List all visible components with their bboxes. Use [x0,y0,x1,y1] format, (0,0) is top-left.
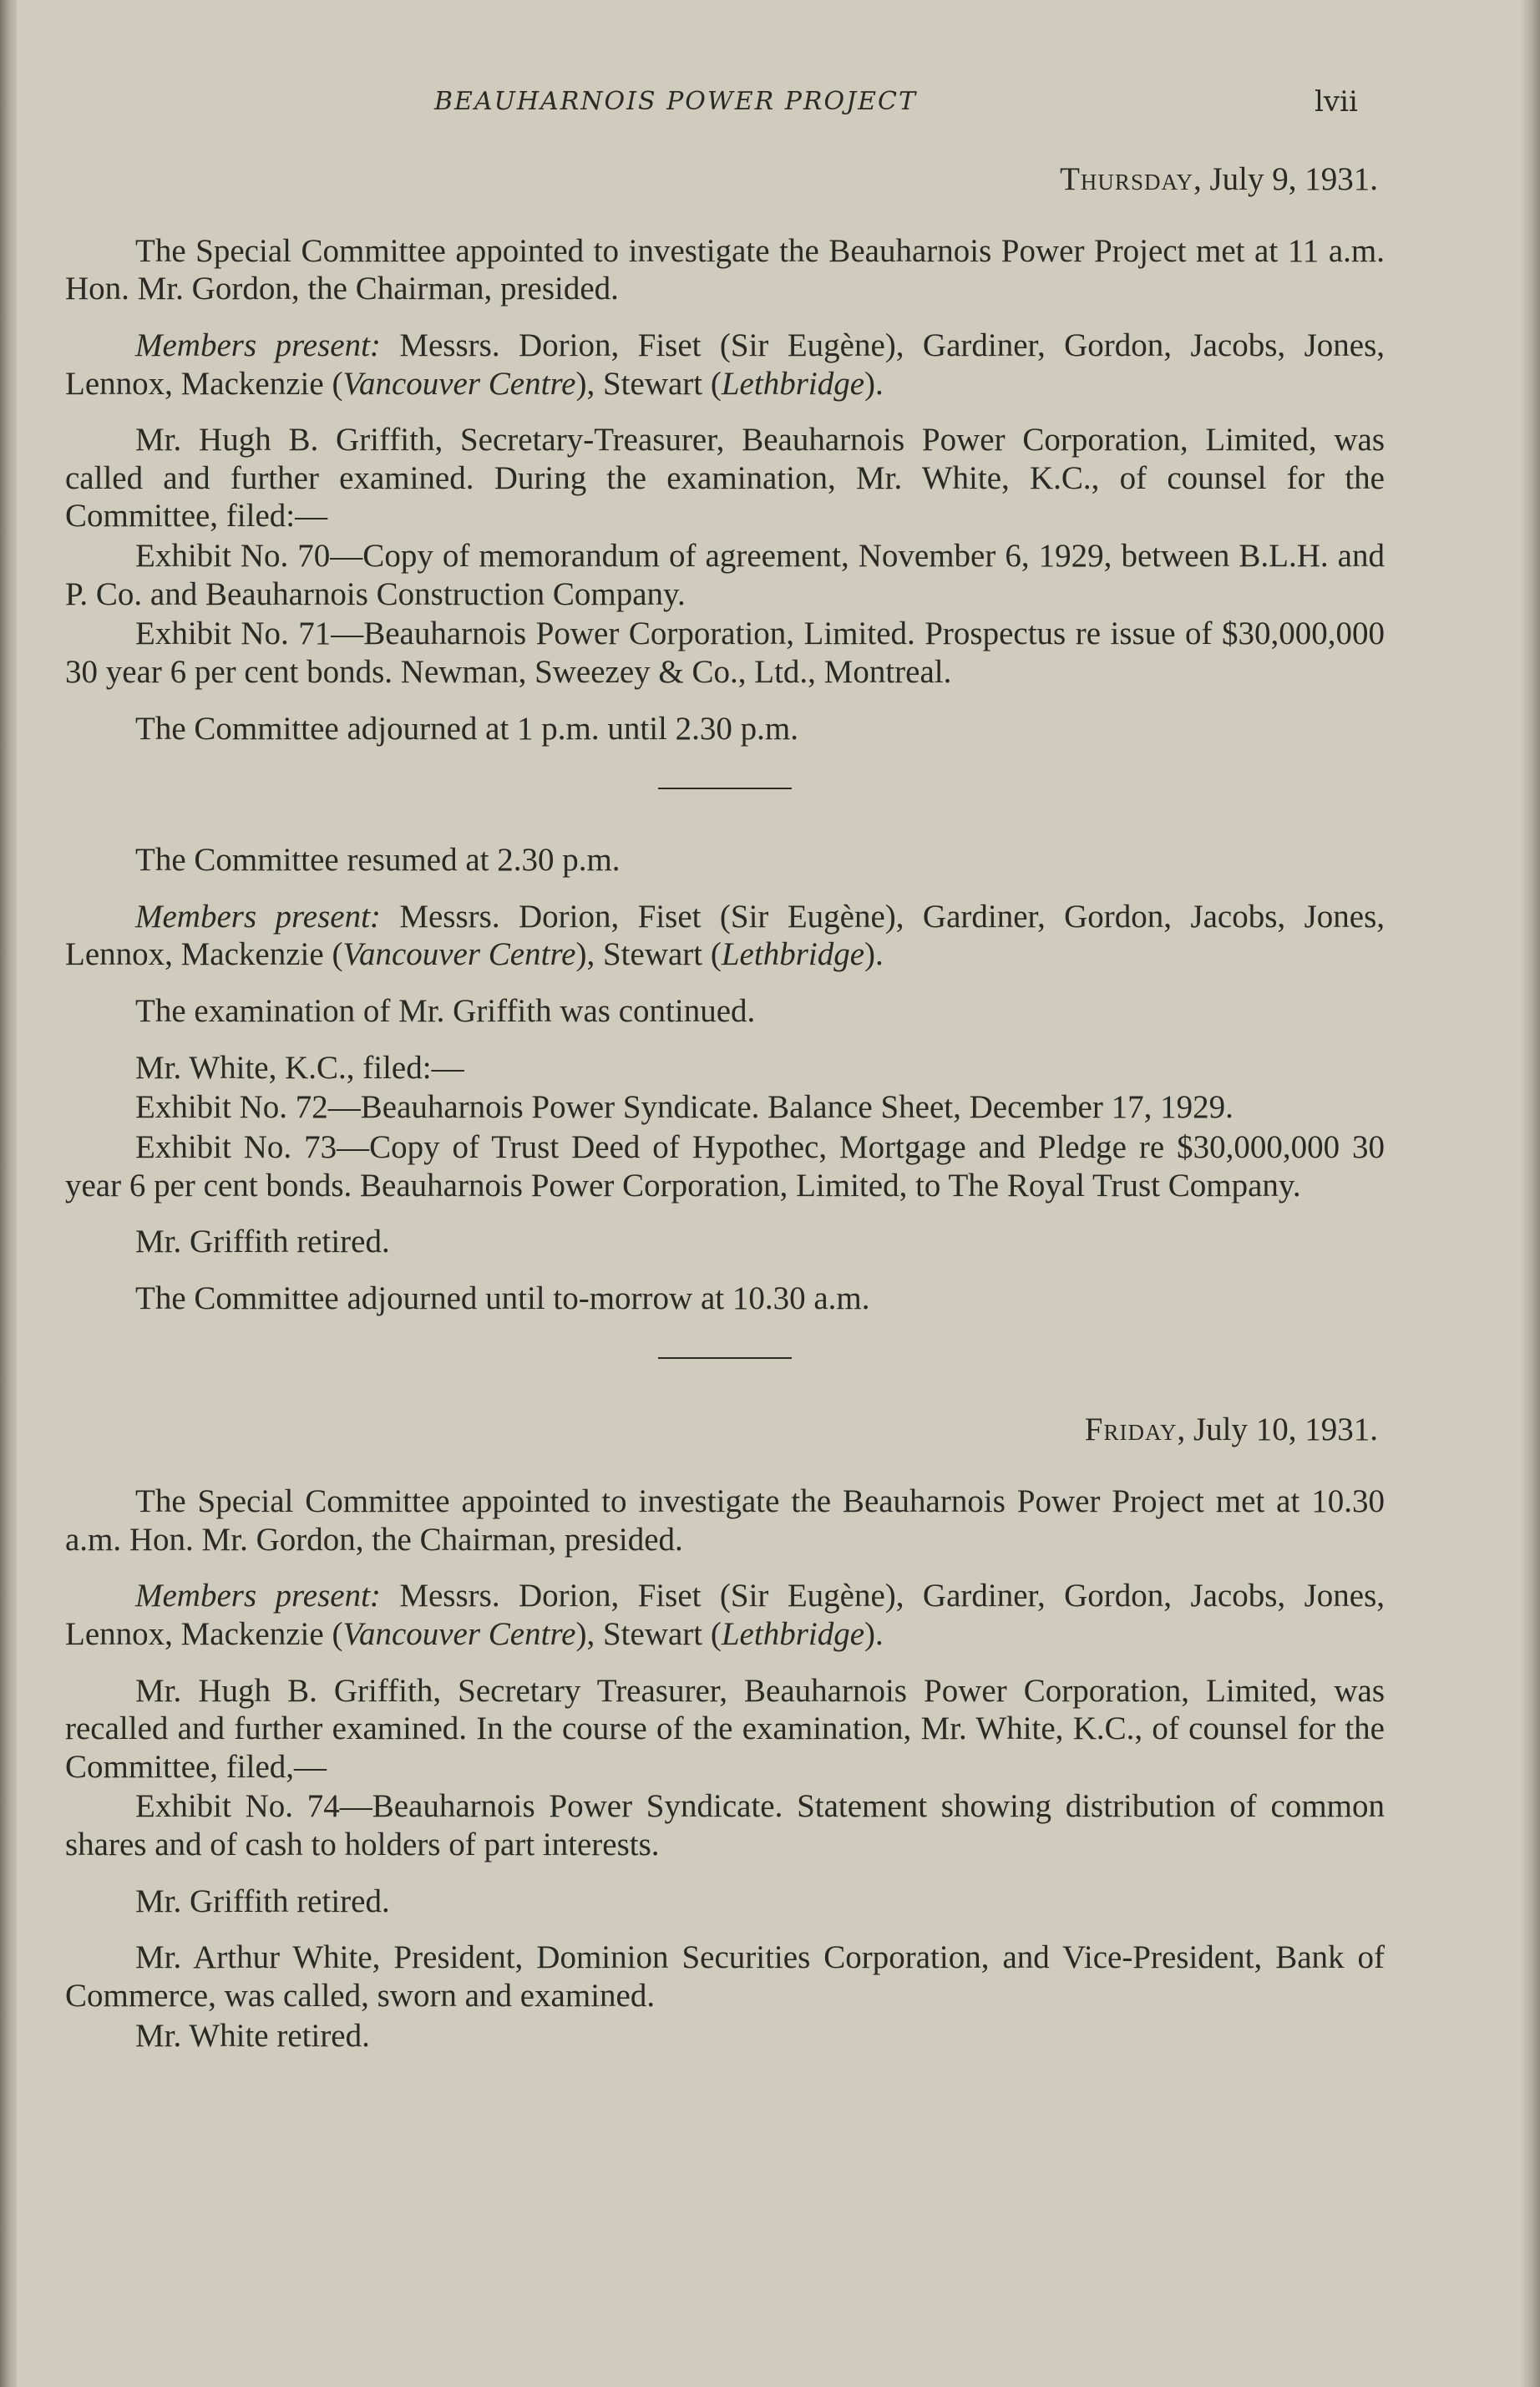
exhibit-entry: Exhibit No. 74—Beauharnois Power Syndicate. Statement showing distribution of common shares and of cash to holders of part interests. [65,1788,1385,1862]
weekday: Thursday [1060,161,1193,197]
page-number: lvii [1315,85,1358,119]
constituency: Lethbridge [721,936,865,973]
constituency: Lethbridge [721,1615,865,1652]
section-divider [658,788,792,789]
members-list: ). [864,1615,884,1652]
members-list: Messrs. Dorion, Fiset (Sir Eugène), Gardiner, Gordon, Jacobs, Jones, Lennox, Mackenzie ( [65,898,1385,973]
paragraph: Mr. Hugh B. Griffith, Secretary Treasurer, Beauharnois Power Corporation, Limited, was recalled and further examined. In the course of the examination, Mr. White, K.C., of counsel for the Committee, filed,— [65,1672,1385,1785]
members-label: Members present: [135,327,381,363]
members-label: Members present: [135,1578,381,1614]
paragraph: Mr. Hugh B. Griffith, Secretary-Treasurer, Beauharnois Power Corporation, Limited, was called and further examined. During the examination, Mr. White, K.C., of counsel for the Committee, filed:— [65,422,1385,535]
paragraph: The Special Committee appointed to investigate the Beauharnois Power Project met at 10.30 a.m. Hon. Mr. Gordon, the Chairman, presided. [65,1483,1385,1558]
paragraph: The Committee adjourned until to-morrow at 10.30 a.m. [135,1280,870,1316]
members-label: Members present: [135,898,381,935]
paragraph: The Special Committee appointed to investigate the Beauharnois Power Project met at 11 a.m. Hon. Mr. Gordon, the Chairman, presided. [65,232,1385,307]
weekday: Friday [1084,1411,1178,1448]
members-list: ). [864,936,884,973]
date-text: , July 10, 1931. [1177,1411,1378,1448]
session-date-thursday [65,160,1385,199]
paragraph: Mr. White retired. [135,2017,370,2054]
exhibit-entry: Exhibit No. 72—Beauharnois Power Syndicate. Balance Sheet, December 17, 1929. [135,1089,1234,1126]
exhibit-entry: Exhibit No. 71—Beauharnois Power Corporation, Limited. Prospectus re issue of $30,000,000 30 year 6 per cent bonds. Newman, Sweezey & Co., Ltd., Montreal. [65,616,1385,690]
paragraph: The Committee adjourned at 1 p.m. until 2.30 p.m. [135,710,798,747]
page-header [0,87,1540,120]
members-list: ), Stewart ( [575,936,722,973]
members-list: ), Stewart ( [575,365,722,402]
exhibit-entry: Exhibit No. 70—Copy of memorandum of agreement, November 6, 1929, between B.L.H. and P. Co. and Beauharnois Construction Company. [65,538,1385,612]
section-divider [658,1357,792,1359]
members-present [65,1577,1385,1653]
page-right-edge [1520,0,1540,2387]
minutes-body [65,160,1385,2073]
exhibit-entry: Exhibit No. 73—Copy of Trust Deed of Hypothec, Mortgage and Pledge re $30,000,000 30 year 6 per cent bonds. Beauharnois Power Corporation, Limited, to The Royal Trust Company. [65,1128,1385,1204]
members-present [65,898,1385,974]
paragraph: Mr. Arthur White, President, Dominion Securities Corporation, and Vice-President, Bank of Commerce, was called, sworn and examined. [65,1939,1385,2014]
paragraph: Mr. Griffith retired. [135,1224,390,1260]
members-list: Messrs. Dorion, Fiset (Sir Eugène), Gardiner, Gordon, Jacobs, Jones, Lennox, Mackenzie ( [65,327,1385,402]
session-date-friday [65,1411,1385,1449]
page-binding-edge [0,0,17,2387]
constituency: Vancouver Centre [342,365,576,402]
date-text: , July 9, 1931. [1193,161,1378,197]
members-present [65,327,1385,403]
constituency: Lethbridge [721,365,865,402]
members-list: Messrs. Dorion, Fiset (Sir Eugène), Gardiner, Gordon, Jacobs, Jones, Lennox, Mackenzie ( [65,1578,1385,1652]
constituency: Vancouver Centre [342,1615,576,1652]
paragraph: Mr. White, K.C., filed:— [135,1049,464,1086]
constituency: Vancouver Centre [342,936,576,973]
paragraph: The Committee resumed at 2.30 p.m. [135,842,621,879]
members-list: ), Stewart ( [575,1615,722,1652]
running-head: BEAUHARNOIS POWER PROJECT [434,87,917,116]
paragraph: The examination of Mr. Griffith was continued. [135,993,756,1029]
paragraph: Mr. Griffith retired. [135,1883,390,1919]
members-list: ). [864,365,884,402]
